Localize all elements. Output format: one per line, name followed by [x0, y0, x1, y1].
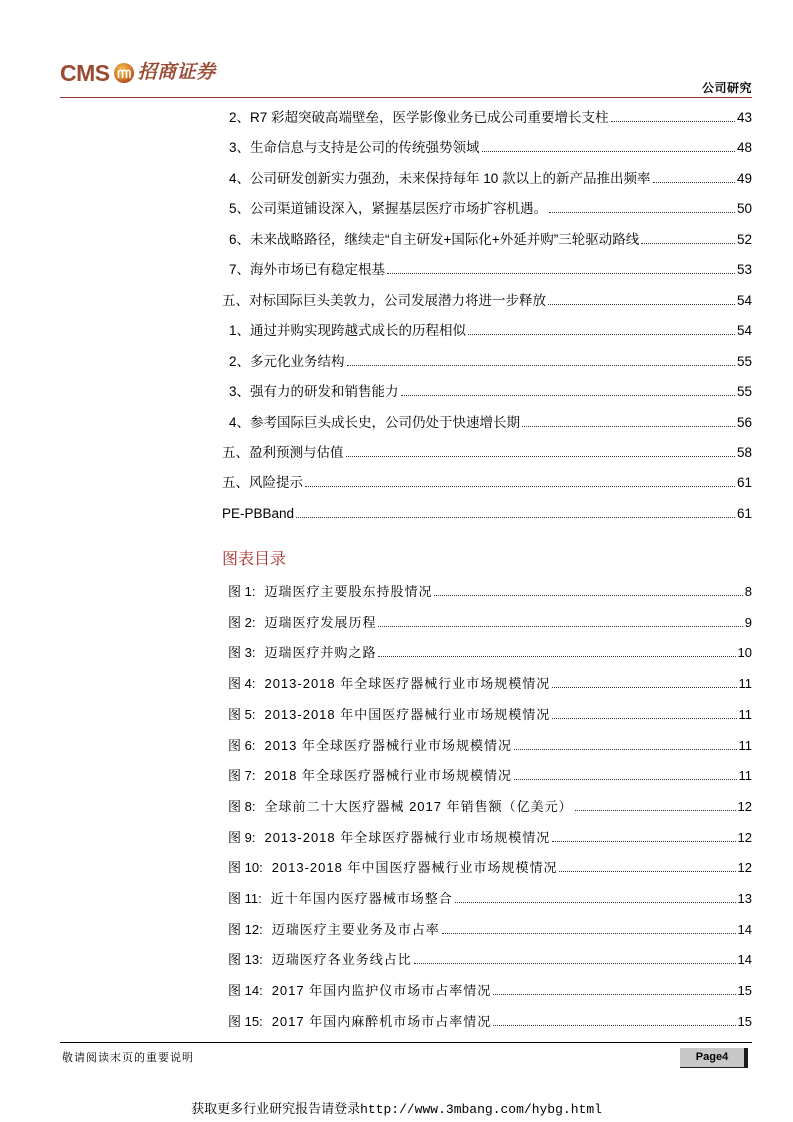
figure-entry[interactable] [228, 884, 752, 915]
toc-entry-title: 4、参考国际巨头成长史，公司仍处于快速增长期 [229, 414, 521, 430]
toc-leader-dots [482, 151, 735, 152]
figure-entry-label: 图 9: [228, 829, 256, 845]
figure-entry-page: 11 [738, 737, 752, 753]
figure-leader-dots [414, 963, 736, 964]
toc-entry[interactable] [222, 468, 752, 498]
figure-entry-label: 图 5: [228, 706, 256, 722]
figure-entry-title: 2017 年国内监护仪市场市占率情况 [271, 983, 492, 999]
figure-entry-page: 11 [738, 706, 752, 722]
figure-entry-label: 图 6: [228, 737, 256, 753]
toc-entry-page: 53 [736, 262, 752, 278]
toc-leader-dots [387, 273, 735, 274]
toc-entry-title: 3、强有力的研发和销售能力 [229, 384, 399, 400]
toc-entry-title: 1、通过并购实现跨越式成长的历程相似 [229, 323, 467, 339]
figure-entry-title: 迈瑞医疗主要股东持股情况 [264, 584, 433, 599]
toc-entry-page: 50 [736, 201, 752, 217]
figure-leader-dots [575, 810, 736, 811]
figure-leader-dots [559, 871, 735, 872]
figure-entry-label: 图 10: [228, 860, 263, 876]
figure-leader-dots [514, 749, 736, 750]
figure-entry-page: 14 [737, 952, 752, 968]
figure-leader-dots [378, 656, 735, 657]
toc-entry-page: 43 [736, 110, 752, 125]
toc-entry[interactable] [222, 286, 752, 316]
figure-leader-dots [455, 902, 736, 903]
figure-leader-dots [514, 779, 736, 780]
figure-entry[interactable] [228, 853, 752, 884]
footer-divider [60, 1042, 752, 1043]
company-logo [60, 58, 216, 88]
cms-emblem-icon [113, 62, 135, 84]
figure-entry-page: 11 [738, 676, 752, 692]
figure-entry-page: 12 [737, 829, 752, 845]
figure-entry-title: 2017 年国内麻醉机市场市占率情况 [271, 1013, 492, 1029]
figure-entry-title: 迈瑞医疗主要业务及市占率 [271, 921, 440, 937]
figure-entry-title: 迈瑞医疗各业务线占比 [271, 952, 412, 968]
toc-entry-page: 48 [736, 140, 752, 156]
header-divider [60, 97, 752, 98]
figure-entry-label: 图 1: [228, 584, 256, 599]
toc-leader-dots [346, 456, 735, 457]
figure-entry-title: 迈瑞医疗发展历程 [264, 614, 377, 630]
toc-entry-title: 5、公司渠道铺设深入，紧握基层医疗市场扩容机遇。 [229, 201, 548, 217]
toc-entry[interactable] [222, 103, 752, 133]
toc-entry-page: 61 [736, 475, 752, 491]
figures-heading: 图表目录 [222, 551, 287, 568]
toc-entry[interactable] [222, 225, 752, 255]
figure-entry-label: 图 3: [228, 645, 256, 661]
toc-leader-dots [296, 517, 735, 518]
figure-entry[interactable] [228, 915, 752, 946]
figure-entry-label: 图 7: [228, 768, 256, 784]
toc-leader-dots [653, 182, 735, 183]
figure-entry-title: 2018 年全球医疗器械行业市场规模情况 [264, 768, 513, 784]
footer-disclaimer: 敬请阅读末页的重要说明 [62, 1052, 194, 1064]
figure-leader-dots [552, 841, 735, 842]
figure-entry[interactable] [228, 761, 752, 792]
toc-entry-title: 7、海外市场已有稳定根基 [229, 262, 386, 278]
figure-entry[interactable] [228, 976, 752, 1007]
figure-leader-dots [378, 626, 742, 627]
table-of-contents [222, 103, 752, 529]
figure-entry-title: 全球前二十大医疗器械 2017 年销售额（亿美元） [264, 798, 573, 814]
figure-leader-dots [493, 994, 735, 995]
list-of-figures [228, 577, 752, 1038]
download-banner-link[interactable]: 获取更多行业研究报告请登录http://www.3mbang.com/hybg.html [191, 1102, 602, 1117]
figure-entry-page: 14 [737, 921, 752, 937]
toc-leader-dots [641, 243, 735, 244]
figure-entry-label: 图 12: [228, 921, 263, 937]
toc-entry-page: 49 [736, 170, 752, 186]
figure-entry[interactable] [228, 731, 752, 762]
toc-entry[interactable] [222, 194, 752, 224]
toc-entry[interactable] [222, 164, 752, 194]
figure-leader-dots [493, 1025, 735, 1026]
figure-entry[interactable] [228, 608, 752, 639]
figure-entry-page: 12 [737, 798, 752, 814]
figure-entry[interactable] [228, 792, 752, 823]
toc-entry[interactable] [222, 133, 752, 163]
toc-entry[interactable] [222, 438, 752, 468]
figure-entry-page: 15 [737, 983, 752, 999]
toc-entry-page: 56 [736, 414, 752, 430]
figure-entry-label: 图 13: [228, 952, 263, 968]
toc-entry-page: 58 [736, 444, 752, 460]
toc-leader-dots [347, 365, 735, 366]
section-label: 公司研究 [701, 81, 752, 95]
toc-leader-dots [468, 334, 735, 335]
toc-entry-page: 61 [736, 505, 752, 521]
toc-leader-dots [522, 426, 735, 427]
logo-company-name: 招商证券 [137, 62, 216, 83]
toc-entry-page: 54 [736, 292, 752, 308]
figure-leader-dots [552, 718, 736, 719]
toc-leader-dots [401, 395, 735, 396]
figure-entry-label: 图 8: [228, 798, 256, 814]
toc-leader-dots [548, 304, 735, 305]
figure-entry[interactable] [228, 577, 752, 608]
figure-entry-page: 15 [737, 1013, 752, 1029]
figure-entry-page: 13 [737, 891, 752, 907]
toc-entry[interactable] [222, 377, 752, 407]
toc-entry-page: 55 [736, 353, 752, 369]
toc-entry-title: 4、公司研发创新实力强劲，未来保持每年 10 款以上的新产品推出频率 [229, 170, 651, 186]
toc-entry[interactable] [222, 499, 752, 529]
figure-entry[interactable] [228, 638, 752, 669]
toc-entry-title: 五、盈利预测与估值 [222, 444, 344, 460]
figure-entry-label: 图 11: [228, 891, 262, 907]
figure-entry[interactable] [228, 823, 752, 854]
figure-entry[interactable] [228, 669, 752, 700]
figure-entry-title: 迈瑞医疗并购之路 [264, 645, 377, 661]
figure-entry-page: 8 [744, 584, 752, 599]
figure-entry-page: 9 [744, 614, 752, 630]
logo-cms-text: CMS [60, 60, 110, 86]
page-number-badge: Page4 [680, 1048, 748, 1068]
figure-entry-title: 2013-2018 年全球医疗器械行业市场规模情况 [264, 676, 551, 692]
figure-entry-title: 2013-2018 年中国医疗器械行业市场规模情况 [264, 706, 551, 722]
toc-entry[interactable] [222, 255, 752, 285]
toc-entry-title: PE-PBBand [222, 505, 295, 521]
toc-entry[interactable] [222, 316, 752, 346]
toc-entry[interactable] [222, 347, 752, 377]
figure-entry[interactable] [228, 945, 752, 976]
toc-entry-page: 55 [736, 384, 752, 400]
toc-entry-title: 3、生命信息与支持是公司的传统强势领域 [229, 140, 480, 156]
figure-entry-page: 11 [738, 768, 752, 784]
figure-entry-label: 图 2: [228, 614, 256, 630]
toc-entry-title: 2、多元化业务结构 [229, 353, 345, 369]
toc-entry-title: 五、对标国际巨头美敦力，公司发展潜力将进一步释放 [222, 292, 546, 308]
toc-entry-page: 54 [736, 323, 752, 339]
figure-entry-label: 图 4: [228, 676, 256, 692]
figure-entry[interactable] [228, 1007, 752, 1038]
toc-leader-dots [611, 121, 735, 122]
toc-entry-title: 6、未来战略路径，继续走“自主研发+国际化+外延并购”三轮驱动路线 [229, 231, 640, 247]
toc-entry[interactable] [222, 408, 752, 438]
figure-entry-title: 2013-2018 年中国医疗器械行业市场规模情况 [271, 860, 558, 876]
figure-entry-title: 近十年国内医疗器械市场整合 [270, 891, 453, 907]
figure-leader-dots [552, 687, 736, 688]
figure-entry[interactable] [228, 700, 752, 731]
figure-leader-dots [434, 595, 742, 596]
figure-entry-page: 12 [737, 860, 752, 876]
figure-entry-label: 图 15: [228, 1013, 263, 1029]
toc-leader-dots [305, 486, 735, 487]
figure-entry-page: 10 [737, 645, 752, 661]
toc-entry-title: 五、风险提示 [222, 475, 303, 491]
toc-entry-title: 2、R7 彩超突破高端壁垒，医学影像业务已成公司重要增长支柱 [229, 110, 609, 125]
toc-entry-page: 52 [736, 231, 752, 247]
figure-entry-label: 图 14: [228, 983, 263, 999]
figure-leader-dots [442, 933, 736, 934]
figure-entry-title: 2013 年全球医疗器械行业市场规模情况 [264, 737, 513, 753]
figure-entry-title: 2013-2018 年全球医疗器械行业市场规模情况 [264, 829, 551, 845]
toc-leader-dots [549, 212, 735, 213]
